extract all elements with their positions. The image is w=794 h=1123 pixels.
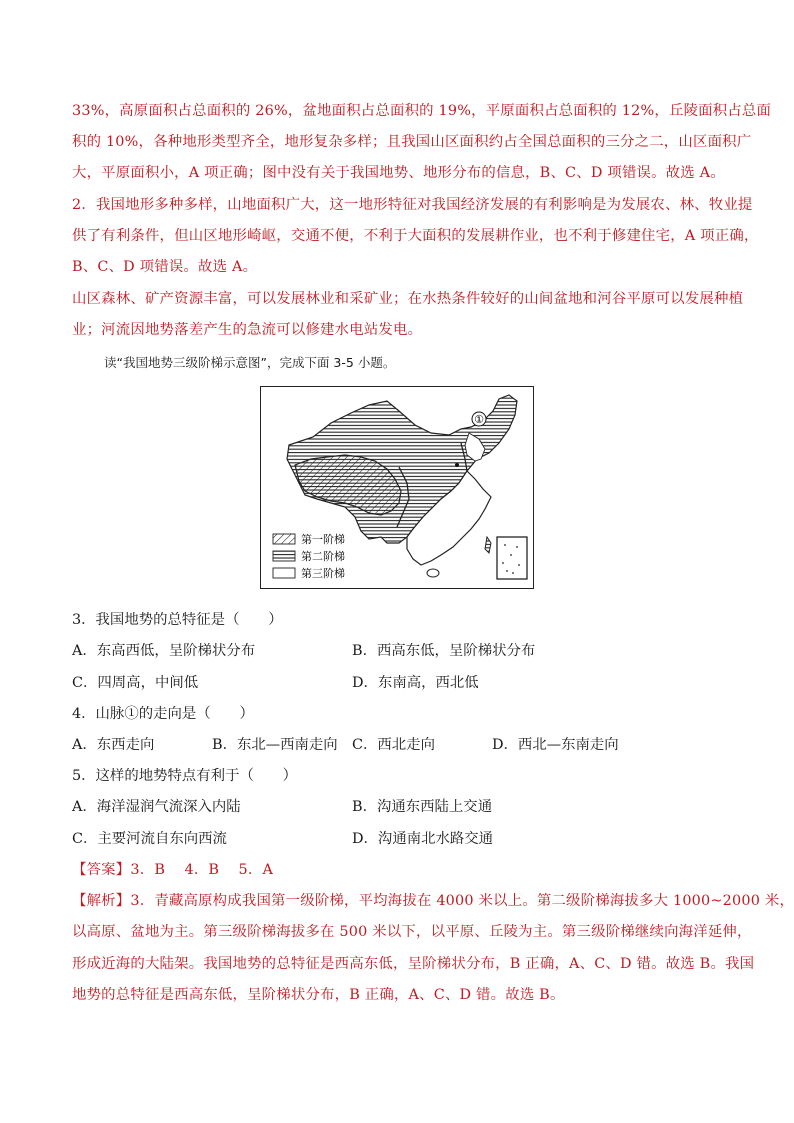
q5-option-a: A．海洋湿润气流深入内陆 [72, 799, 241, 815]
south-china-sea-inset [497, 537, 527, 579]
legend-label-step1: 第一阶梯 [301, 533, 345, 546]
terrain-steps-map [260, 386, 534, 589]
hainan-island [427, 569, 439, 577]
q4-option-a: A．东西走向 [72, 737, 155, 753]
answer-line [72, 860, 273, 880]
analysis-label: 【解析】 [72, 893, 131, 909]
analysis-line-3: 形成近海的大陆架。我国地势的总特征是西高东低，呈阶梯状分布，B 正确，A、C、D 错。故选 B。我国 [72, 956, 755, 972]
q2-line-1: 2．我国地形多种多样，山地面积广大，这一地形特征对我国经济发展的有利影响是为发展农、林、牧业提 [72, 197, 753, 213]
intro-line-3: 大，平原面积小，A 项正确；图中没有关于我国地势、地形分布的信息，B、C、D 项错误。故选 A。 [72, 165, 725, 181]
q5-option-b: B．沟通东西陆上交通 [352, 799, 493, 815]
legend-swatch-step1 [273, 534, 295, 544]
answer-label: 【答案】 [72, 862, 131, 878]
question-4-stem: 4．山脉①的走向是（ ） [72, 706, 254, 722]
q4-option-c: C．西北走向 [352, 737, 435, 753]
question-5-stem: 5．这样的地势特点有利于（ ） [72, 768, 298, 784]
capital-dot [455, 463, 459, 467]
analysis-line-1 [72, 891, 794, 911]
q4-option-b: B．东北—西南走向 [212, 737, 338, 753]
intro-line-2: 积的 10%，各种地形类型齐全，地形复杂多样；且我国山区面积约占全国总面积的三分之二，山区面积广 [72, 134, 752, 150]
china-map-svg [261, 387, 533, 588]
note-line-2: 业；河流因地势落差产生的急流可以修建水电站发电。 [72, 322, 423, 338]
analysis-line-2: 以高原、盆地为主。第三级阶梯海拔多在 500 米以下，以平原、丘陵为主。第三级阶梯继续向海洋延伸， [72, 924, 752, 940]
legend-swatch-step3 [273, 568, 295, 578]
q3-option-b: B．西高东低，呈阶梯状分布 [352, 643, 536, 659]
q2-line-3: B、C、D 项错误。故选 A。 [72, 259, 258, 275]
q2-line-2: 供了有利条件，但山区地形崎岖，交通不便，不利于大面积的发展耕作业，也不利于修建住宅，A 项正确， [72, 228, 759, 244]
question-3-stem: 3．我国地势的总特征是（ ） [72, 612, 283, 628]
q3-option-a: A．东高西低，呈阶梯状分布 [72, 643, 256, 659]
q3-option-d: D．东南高，西北低 [352, 675, 479, 691]
legend-swatch-step2 [273, 551, 295, 561]
analysis-text-1: 3．青藏高原构成我国第一级阶梯，平均海拔在 4000 米以上。第二级阶梯海拔多大 1000~2000 米， [130, 893, 794, 909]
note-line-1: 山区森林、矿产资源丰富，可以发展林业和采矿业；在水热条件较好的山间盆地和河谷平原可以发展种植 [72, 291, 744, 307]
legend-label-step2: 第二阶梯 [301, 550, 345, 563]
legend-label-step3: 第三阶梯 [301, 567, 345, 580]
q4-option-d: D．西北—东南走向 [492, 737, 619, 753]
answer-text: 3．B 4．B 5．A [130, 862, 274, 878]
q3-option-c: C．四周高，中间低 [72, 675, 199, 691]
intro-line-1: 33%，高原面积占总面积的 26%，盆地面积占总面积的 19%，平原面积占总面积的 12%，丘陵面积占总面 [72, 103, 772, 119]
analysis-line-4: 地势的总特征是西高东低，呈阶梯状分布，B 正确，A、C、D 错。故选 B。 [72, 987, 565, 1003]
mountain-marker: ① [474, 413, 484, 426]
figure-caption: 读“我国地势三级阶梯示意图”，完成下面 3-5 小题。 [104, 355, 396, 370]
taiwan-island [485, 537, 491, 553]
q5-option-d: D．沟通南北水路交通 [352, 831, 494, 847]
q5-option-c: C．主要河流自东向西流 [72, 831, 227, 847]
